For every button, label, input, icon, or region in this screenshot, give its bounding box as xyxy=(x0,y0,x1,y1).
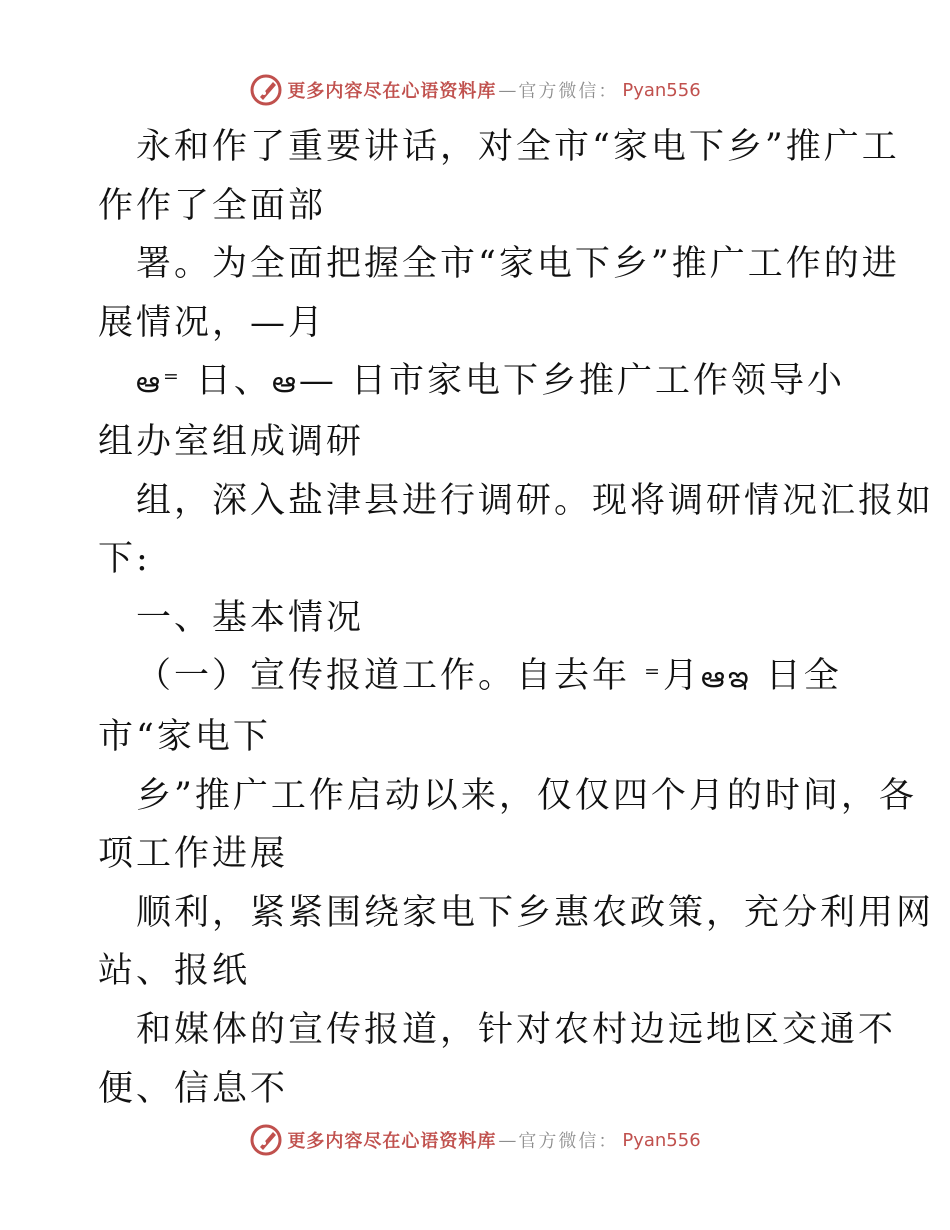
body-line: 和媒体的宣传报道，针对农村边远地区交通不 xyxy=(136,1009,897,1050)
body-line: 项工作进展 xyxy=(98,834,289,875)
watermark-dash: — xyxy=(498,79,517,101)
body-line: 展情况，—月 xyxy=(98,302,327,343)
body-line: 组办室组成调研 xyxy=(98,421,365,462)
body-line: 市“家电下 xyxy=(98,716,271,757)
body-line: 下: xyxy=(98,539,151,580)
watermark-label: 官方微信： xyxy=(518,81,619,102)
watermark-brand: 更多内容尽在心语资料库 xyxy=(287,81,497,102)
body-text-fragment: 日、 xyxy=(181,361,272,402)
header-watermark xyxy=(0,70,950,110)
body-line xyxy=(98,647,858,708)
watermark-id: Pyan556 xyxy=(622,1129,701,1151)
body-line: 永和作了重要讲话，对全市“家电下乡”推广工 xyxy=(136,127,900,167)
pen-logo-icon xyxy=(249,1123,283,1157)
watermark-id: Pyan556 xyxy=(622,79,701,101)
body-line: 署。为全面把握全市“家电下乡”推广工作的进 xyxy=(136,244,900,285)
body-line: 乡”推广工作启动以来，仅仅四个月的时间，各 xyxy=(136,775,917,816)
footer-watermark xyxy=(0,1120,950,1160)
body-text-fragment: （一）宣传报道工作。自去年 xyxy=(136,656,645,697)
garbled-glyph: ఆఇ xyxy=(701,660,752,696)
body-line: 站、报纸 xyxy=(98,951,251,992)
garbled-glyph: ⁼ xyxy=(162,365,182,401)
garbled-glyph: ⁼ xyxy=(644,660,663,696)
garbled-glyph: ఆ xyxy=(136,365,163,401)
garbled-glyph: ఆ xyxy=(271,365,299,401)
document-body xyxy=(98,118,935,1118)
body-text-fragment: 月 xyxy=(662,656,701,697)
body-line: 组，深入盐津县进行调研。现将调研情况汇报如 xyxy=(136,480,935,521)
pen-logo-icon xyxy=(249,73,283,107)
body-line: 便、信息不 xyxy=(98,1068,289,1109)
body-text-fragment: 日全 xyxy=(751,656,842,697)
body-text-fragment: — 日市家电下乡推广工作领导小 xyxy=(298,361,846,402)
body-line xyxy=(98,352,858,413)
section-heading: 一、基本情况 xyxy=(136,597,365,638)
body-line: 顺利，紧紧围绕家电下乡惠农政策，充分利用网 xyxy=(136,892,935,933)
watermark-dash: — xyxy=(498,1129,517,1151)
body-line: 作作了全面部 xyxy=(98,185,327,226)
watermark-brand: 更多内容尽在心语资料库 xyxy=(287,1131,497,1152)
watermark-label: 官方微信： xyxy=(518,1131,619,1152)
